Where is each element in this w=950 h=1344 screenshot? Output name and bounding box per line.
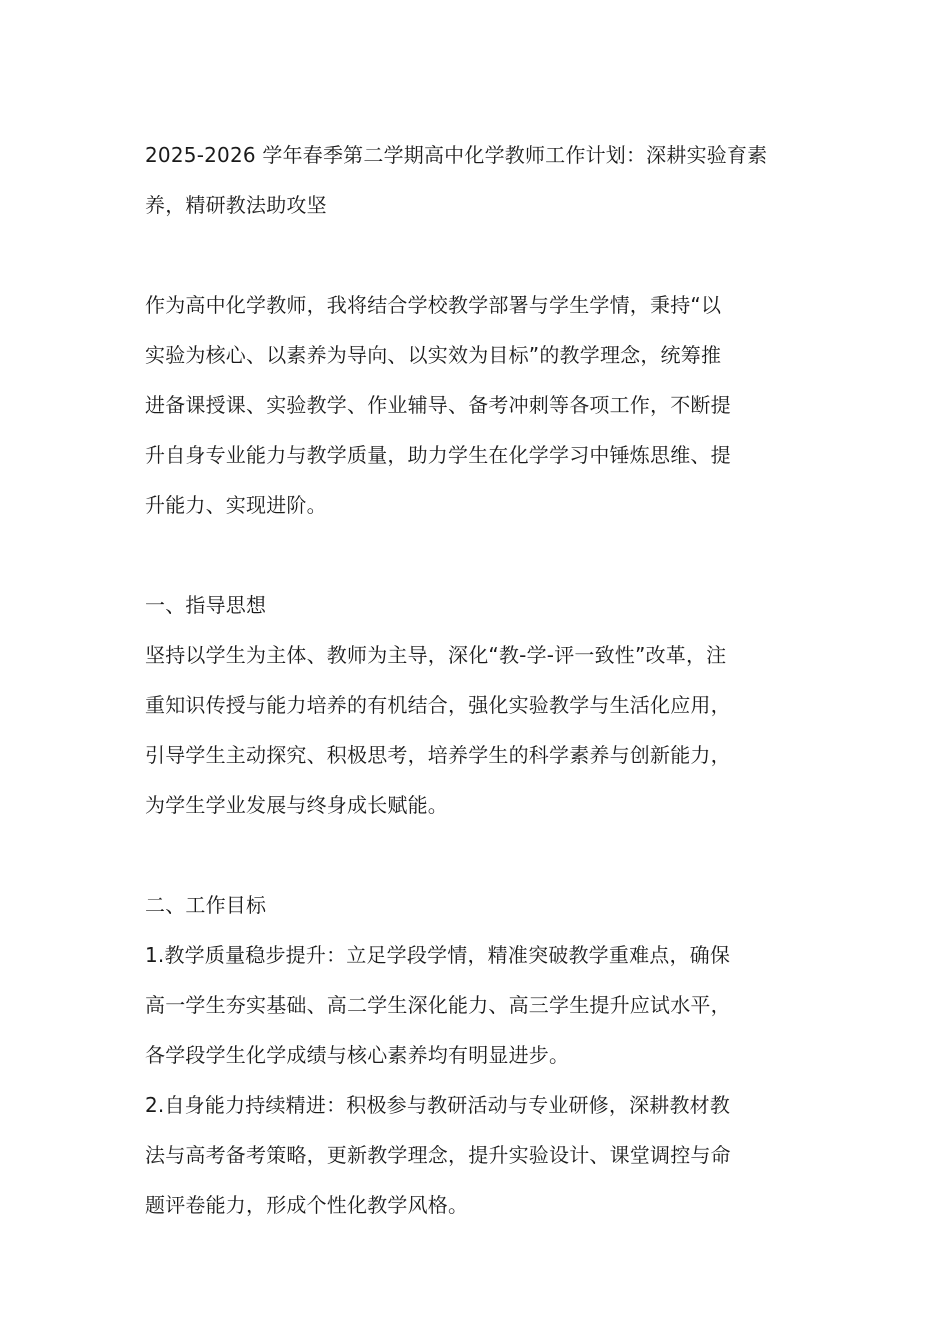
spacer xyxy=(145,230,810,280)
paragraph-line: 为学生学业发展与终身成长赋能。 xyxy=(145,793,448,817)
paragraph-line: 升能力、实现进阶。 xyxy=(145,493,327,517)
paragraph-line: 法与高考备考策略，更新教学理念，提升实验设计、课堂调控与命 xyxy=(145,1143,731,1167)
spacer xyxy=(145,530,810,580)
paragraph-line: 作为高中化学教师，我将结合学校教学部署与学生学情，秉持“以 xyxy=(145,293,722,317)
title-line: 养，精研教法助攻坚 xyxy=(145,193,327,217)
spacer xyxy=(145,830,810,880)
goal-item-1 xyxy=(145,930,810,1080)
paragraph-line: 引导学生主动探究、积极思考，培养学生的科学素养与创新能力， xyxy=(145,743,731,767)
document-body xyxy=(145,130,810,1230)
section-work-goals xyxy=(145,880,810,1230)
title-line: 2025-2026 学年春季第二学期高中化学教师工作计划：深耕实验育素 xyxy=(145,143,768,167)
paragraph-line: 2.自身能力持续精进：积极参与教研活动与专业研修，深耕教材教 xyxy=(145,1093,731,1117)
paragraph-line: 坚持以学生为主体、教师为主导，深化“教-学-评一致性”改革，注 xyxy=(145,643,727,667)
goal-item-2 xyxy=(145,1080,810,1230)
section-guiding-ideology xyxy=(145,580,810,830)
section-heading: 一、指导思想 xyxy=(145,593,267,617)
section-heading: 二、工作目标 xyxy=(145,893,267,917)
document-title xyxy=(145,130,810,230)
intro-paragraph xyxy=(145,280,810,530)
paragraph-line: 实验为核心、以素养为导向、以实效为目标”的教学理念，统筹推 xyxy=(145,343,722,367)
paragraph-line: 进备课授课、实验教学、作业辅导、备考冲刺等各项工作，不断提 xyxy=(145,393,731,417)
paragraph-line: 高一学生夯实基础、高二学生深化能力、高三学生提升应试水平， xyxy=(145,993,731,1017)
paragraph-line: 重知识传授与能力培养的有机结合，强化实验教学与生活化应用， xyxy=(145,693,731,717)
paragraph-line: 各学段学生化学成绩与核心素养均有明显进步。 xyxy=(145,1043,570,1067)
paragraph-line: 升自身专业能力与教学质量，助力学生在化学学习中锤炼思维、提 xyxy=(145,443,731,467)
paragraph-line: 题评卷能力，形成个性化教学风格。 xyxy=(145,1193,469,1217)
paragraph-line: 1.教学质量稳步提升：立足学段学情，精准突破教学重难点，确保 xyxy=(145,943,731,967)
